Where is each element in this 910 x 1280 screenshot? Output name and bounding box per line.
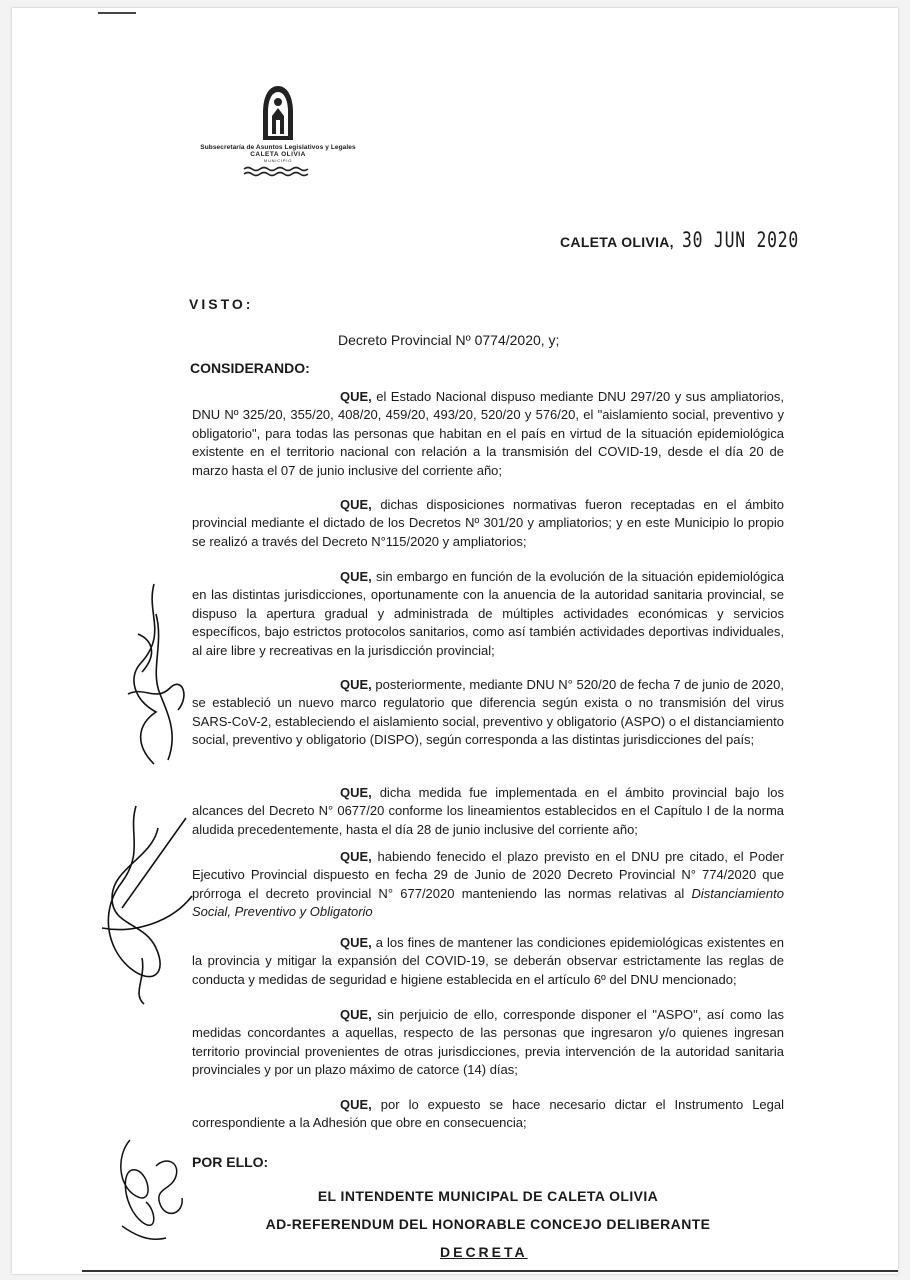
date-line	[560, 228, 832, 252]
considerando-paragraph: QUE, habiendo fenecido el plazo previsto en el DNU pre citado, el Poder Ejecutivo Provincial dispuesto en fecha 29 de Junio de 2020 Decreto Provincial N° 774/2020 que prórroga el decreto provincial N° 677/2020 manteniendo las normas relativas al Distanciamiento Social, Preventivo y Obligatorio	[192, 849, 784, 920]
considerando-paragraph: QUE, dicha medida fue implementada en el ámbito provincial bajo los alcances del Decreto N° 0677/20 conforme los lineamientos establecidos en el Capítulo I de la norma aludida precedentemente, hasta el día 28 de junio inclusive del corriente año;	[192, 785, 784, 837]
signature-icon	[98, 574, 218, 774]
signature-icon	[106, 1126, 206, 1246]
por-ello-heading: POR ELLO:	[192, 1154, 269, 1170]
logo-city: CALETA OLIVIA	[250, 151, 306, 158]
considerando-paragraph: QUE, dichas disposiciones normativas fueron receptadas en el ámbito provincial mediante el dictado de los Decretos Nº 301/20 y ampliatorios; y en este Municipio lo propio se realizó a través del Decreto N°115/2020 y ampliatorios;	[192, 497, 784, 549]
considerando-paragraph: QUE, sin perjuicio de ello, corresponde disponer el "ASPO", así como las medidas concordantes a aquellas, respecto de las personas que ingresaron y/o quienes ingresan territorio provincial provenientes de otras jurisdicciones, previa intervención de la autoridad sanitaria provinciales y por un plazo máximo de catorce (14) días;	[192, 1007, 784, 1078]
logo-subsecretaria: Subsecretaría de Asuntos Legislativos y Legales	[200, 144, 356, 151]
considerando-paragraph: QUE, sin embargo en función de la evolución de la situación epidemiológica en las distintas jurisdicciones, oportunamente con la anuencia de la autoridad sanitaria provincial, se dispuso la apertura gradual y administrada de múltiples actividades económicas y servicios específicos, bajo estrictos protocolos sanitarios, como así también actividades deportivas individuales, al aire libre y recreativas en la jurisdicción provincial;	[192, 569, 784, 658]
intendente-line: EL INTENDENTE MUNICIPAL DE CALETA OLIVIA	[317, 1188, 659, 1204]
scan-edge	[82, 1270, 898, 1272]
visto-heading: VISTO:	[189, 296, 254, 312]
considerando-paragraph: QUE, a los fines de mantener las condiciones epidemiológicas existentes en la provincia y mitigar la expansión del COVID-19, se deberán observar estrictamente las reglas de conducta y medidas de seguridad e higiene establecida en el artículo 6º del DNU mencionado;	[192, 935, 784, 987]
document-page	[12, 8, 898, 1274]
municipal-logo	[198, 84, 358, 184]
considerando-paragraph: QUE, por lo expuesto se hace necesario dictar el Instrumento Legal correspondiente a la Adhesión que obre en consecuencia;	[192, 1097, 784, 1131]
decreto-reference: Decreto Provincial Nº 0774/2020, y;	[338, 332, 560, 348]
emblem-icon	[261, 84, 295, 142]
ad-referendum-line: AD-REFERENDUM DEL HONORABLE CONCEJO DELIBERANTE	[265, 1216, 711, 1232]
scan-mark	[98, 12, 136, 14]
date-stamp: 30 JUN 2020	[682, 228, 800, 252]
considerando-paragraph: QUE, posteriormente, mediante DNU N° 520/20 de fecha 7 de junio de 2020, se estableció un nuevo marco regulatorio que diferencia según exista o no transmisión del virus SARS-CoV-2, estableciendo el aislamiento social, preventivo y obligatorio (ASPO) o el distanciamiento social, preventivo y obligatorio (DISPO), según corresponda a las distintas jurisdicciones del país;	[192, 677, 784, 748]
considerando-paragraph: QUE, el Estado Nacional dispuso mediante DNU 297/20 y sus ampliatorios, DNU Nº 325/20, 355/20, 408/20, 459/20, 493/20, 520/20 y 576/20, el "aislamiento social, preventivo y obligatorio", para todas las personas que habitan en el país en virtud de la situación epidemiológica existente en el territorio nacional con relación a la transmisión del COVID-19, desde el día 20 de marzo hasta el 07 de junio inclusive del corriente año;	[192, 389, 784, 478]
city-name: CALETA OLIVIA,	[560, 234, 674, 250]
signature-icon	[82, 798, 212, 1008]
considerando-heading: CONSIDERANDO:	[190, 360, 310, 376]
logo-municipio: MUNICIPIO	[263, 158, 293, 163]
decreta-heading: DECRETA	[440, 1244, 528, 1260]
waves-icon	[242, 165, 314, 177]
